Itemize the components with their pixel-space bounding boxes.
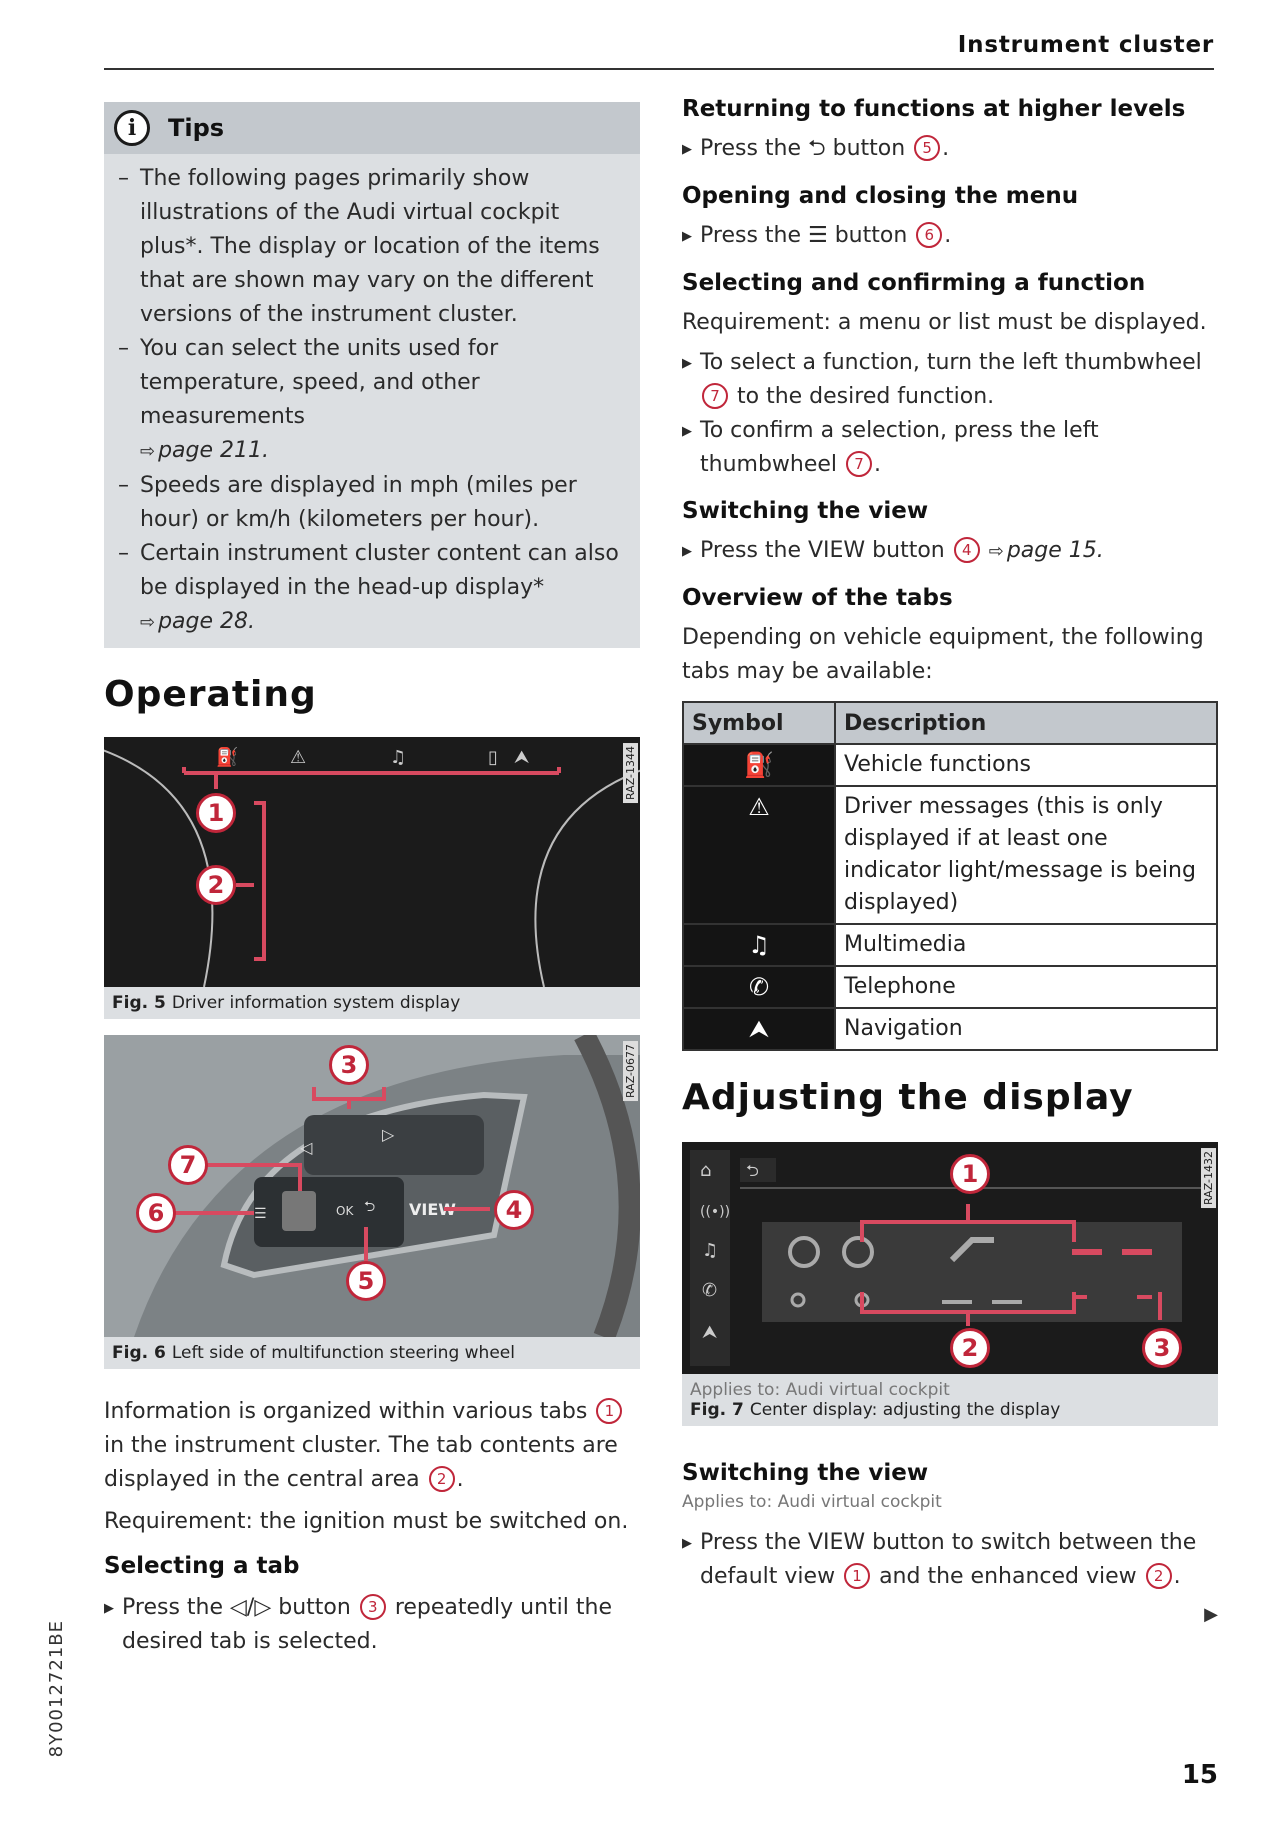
- left-arrow-icon: ◁: [300, 1138, 313, 1157]
- nav-tab-icon: ⮝: [514, 747, 530, 768]
- fig5-callout-1: 1: [196, 793, 236, 833]
- music-icon: ♫: [702, 1240, 719, 1261]
- overview-intro: Depending on vehicle equipment, the following tabs may be available:: [682, 625, 1204, 684]
- left-column: [104, 102, 640, 1659]
- tip-item: – You can select the units used for temperature, speed, and other measurements ⇨ page 211.: [118, 336, 499, 463]
- table-row: [683, 924, 1217, 966]
- fig6-callout-4: 4: [494, 1190, 534, 1230]
- heading-selecting-tab: Selecting a tab: [104, 1553, 300, 1579]
- navigation-icon: ⮝: [683, 1008, 835, 1050]
- fig7-callout-2: 2: [950, 1328, 990, 1368]
- home-icon: ⌂: [700, 1160, 712, 1181]
- heading-returning: Returning to functions at higher levels: [682, 96, 1186, 122]
- tip-text: You can select the units used for temperature, speed, and other measurements: [140, 336, 499, 429]
- heading-selecting-function: Selecting and confirming a function: [682, 270, 1146, 296]
- warning-triangle-icon: ⚠: [683, 786, 835, 924]
- right-column: [682, 96, 1218, 1594]
- table-row: [683, 786, 1217, 924]
- document-code: 8Y0012721BE: [46, 1620, 67, 1758]
- figure-caption: Fig. 6 Left side of multifunction steering wheel: [104, 1337, 640, 1369]
- info-icon: i: [114, 110, 150, 146]
- bullet-item: ▶ Press the ◁/▷ button 3 repeatedly until the desired tab is selected.: [104, 1595, 612, 1654]
- bullet-item: ▶ Press the VIEW button 4 ⇨ page 15.: [682, 538, 1104, 563]
- view-label: VIEW: [409, 1200, 456, 1219]
- header-title: Instrument cluster: [957, 32, 1214, 58]
- running-header: [104, 28, 1214, 70]
- bullet-item: ▶ Press the ☰ button 6 .: [682, 223, 952, 248]
- column-header: Symbol: [683, 702, 835, 744]
- driver-info-display-svg: [104, 737, 640, 987]
- tip-item: – Certain instrument cluster content can also be displayed in the head-up display* ⇨ page 28.: [118, 541, 619, 634]
- tips-header: [104, 102, 640, 154]
- selecting-requirement: Requirement: a menu or list must be displayed.: [682, 310, 1207, 335]
- section-heading-operating: Operating: [104, 674, 317, 715]
- warning-tab-icon: ⚠: [290, 747, 307, 768]
- bullet-item: ▶ To select a function, turn the left thumbwheel 7 to the desired function.: [682, 350, 1202, 409]
- page-number: 15: [1181, 1760, 1218, 1790]
- fig6-callout-3: 3: [329, 1045, 369, 1085]
- tip-item: – The following pages primarily show illustrations of the Audi virtual cockpit plus*. The display or location of the items that are shown may vary on the different versions of the instrument cluster.: [118, 166, 600, 327]
- tabs-table: [682, 701, 1218, 1051]
- heading-overview-tabs: Overview of the tabs: [682, 585, 953, 611]
- radio-icon: ((•)): [700, 1204, 731, 1220]
- section-heading-adjusting: Adjusting the display: [682, 1077, 1134, 1118]
- phone-tab-icon: ▯: [488, 747, 498, 768]
- applies-note: Applies to: Audi virtual cockpit: [690, 1380, 950, 1400]
- figure-6: [104, 1035, 640, 1369]
- figure-5: [104, 737, 640, 1019]
- back-icon: ⮌: [746, 1161, 759, 1180]
- steering-wheel-illustration: [104, 1035, 640, 1337]
- bullet-item: ▶ Press the ⮌ button 5 .: [682, 136, 950, 161]
- right-arrow-icon: ▷: [382, 1125, 395, 1144]
- operating-requirement: Requirement: the ignition must be switched on.: [104, 1509, 629, 1534]
- tip-text: Certain instrument cluster content can also be displayed in the head-up display*: [140, 541, 619, 600]
- table-cell: Vehicle functions: [835, 744, 1217, 786]
- tips-title: Tips: [168, 114, 225, 142]
- figure-code: RAZ-1344: [623, 743, 638, 803]
- heading-switching-view-2: Switching the view: [682, 1460, 929, 1486]
- table-row: [683, 1008, 1217, 1050]
- phone-icon: ✆: [702, 1280, 718, 1301]
- heading-menu: Opening and closing the menu: [682, 183, 1079, 209]
- fuel-pump-icon: ⛽: [683, 744, 835, 786]
- nav-icon: ⮝: [702, 1322, 718, 1343]
- tips-box: [104, 102, 640, 648]
- tip-item: – Speeds are displayed in mph (miles per hour) or km/h (kilometers per hour).: [118, 473, 577, 532]
- phone-icon: ✆: [683, 966, 835, 1008]
- table-cell: Multimedia: [835, 924, 1217, 966]
- page-reference-link[interactable]: ⇨ page 211.: [140, 438, 270, 463]
- center-display-illustration: [682, 1142, 1218, 1374]
- table-cell: Telephone: [835, 966, 1217, 1008]
- tip-text: Speeds are displayed in mph (miles per hour) or km/h (kilometers per hour).: [140, 473, 577, 532]
- driver-info-display-illustration: [104, 737, 640, 987]
- operating-paragraph: Information is organized within various tabs 1 in the instrument cluster. The tab contents are displayed in the central area 2 .: [104, 1395, 640, 1497]
- back-icon: ⮌: [364, 1199, 376, 1215]
- table-cell: Driver messages (this is only displayed if at least one indicator light/message is being displayed): [835, 786, 1217, 924]
- fig7-callout-3: 3: [1142, 1328, 1182, 1368]
- figure-code: RAZ-1432: [1201, 1148, 1216, 1208]
- page-reference-link[interactable]: ⇨ page 28.: [140, 609, 256, 634]
- figure-caption: Fig. 5 Driver information system display: [104, 987, 640, 1019]
- bullet-item: ▶ To confirm a selection, press the left thumbwheel 7 .: [682, 418, 1099, 477]
- fig6-callout-6: 6: [136, 1193, 176, 1233]
- table-header-row: [683, 702, 1217, 744]
- figure-caption: Applies to: Audi virtual cockpit Fig. 7 Center display: adjusting the display: [682, 1374, 1218, 1426]
- music-note-icon: ♫: [683, 924, 835, 966]
- fig5-callout-2: 2: [196, 865, 236, 905]
- figure-code: RAZ-0677: [623, 1041, 638, 1101]
- music-tab-icon: ♫: [390, 747, 407, 768]
- fig6-callout-7: 7: [168, 1145, 208, 1185]
- bullet-item: ▶ Press the VIEW button to switch between the default view 1 and the enhanced view 2 .: [682, 1530, 1197, 1589]
- ok-label: OK: [336, 1204, 354, 1218]
- column-header: Description: [835, 702, 1217, 744]
- tips-body: [104, 154, 640, 648]
- tip-text: The following pages primarily show illustrations of the Audi virtual cockpit plus*. The display or location of the items that are shown may vary on the different versions of the instrument cluster.: [140, 166, 600, 327]
- fig7-callout-1: 1: [950, 1154, 990, 1194]
- page-reference-link[interactable]: ⇨ page 15.: [988, 538, 1104, 563]
- table-cell: Navigation: [835, 1008, 1217, 1050]
- heading-switching-view: Switching the view: [682, 498, 929, 524]
- menu-icon: ☰: [254, 1206, 267, 1222]
- figure-7: [682, 1142, 1218, 1426]
- fig6-callout-5: 5: [346, 1261, 386, 1301]
- table-row: [683, 744, 1217, 786]
- fuel-tab-icon: ⛽: [216, 747, 239, 768]
- table-row: [683, 966, 1217, 1008]
- continue-arrow-icon: ▶: [1204, 1604, 1218, 1625]
- applies-note: Applies to: Audi virtual cockpit: [682, 1492, 942, 1512]
